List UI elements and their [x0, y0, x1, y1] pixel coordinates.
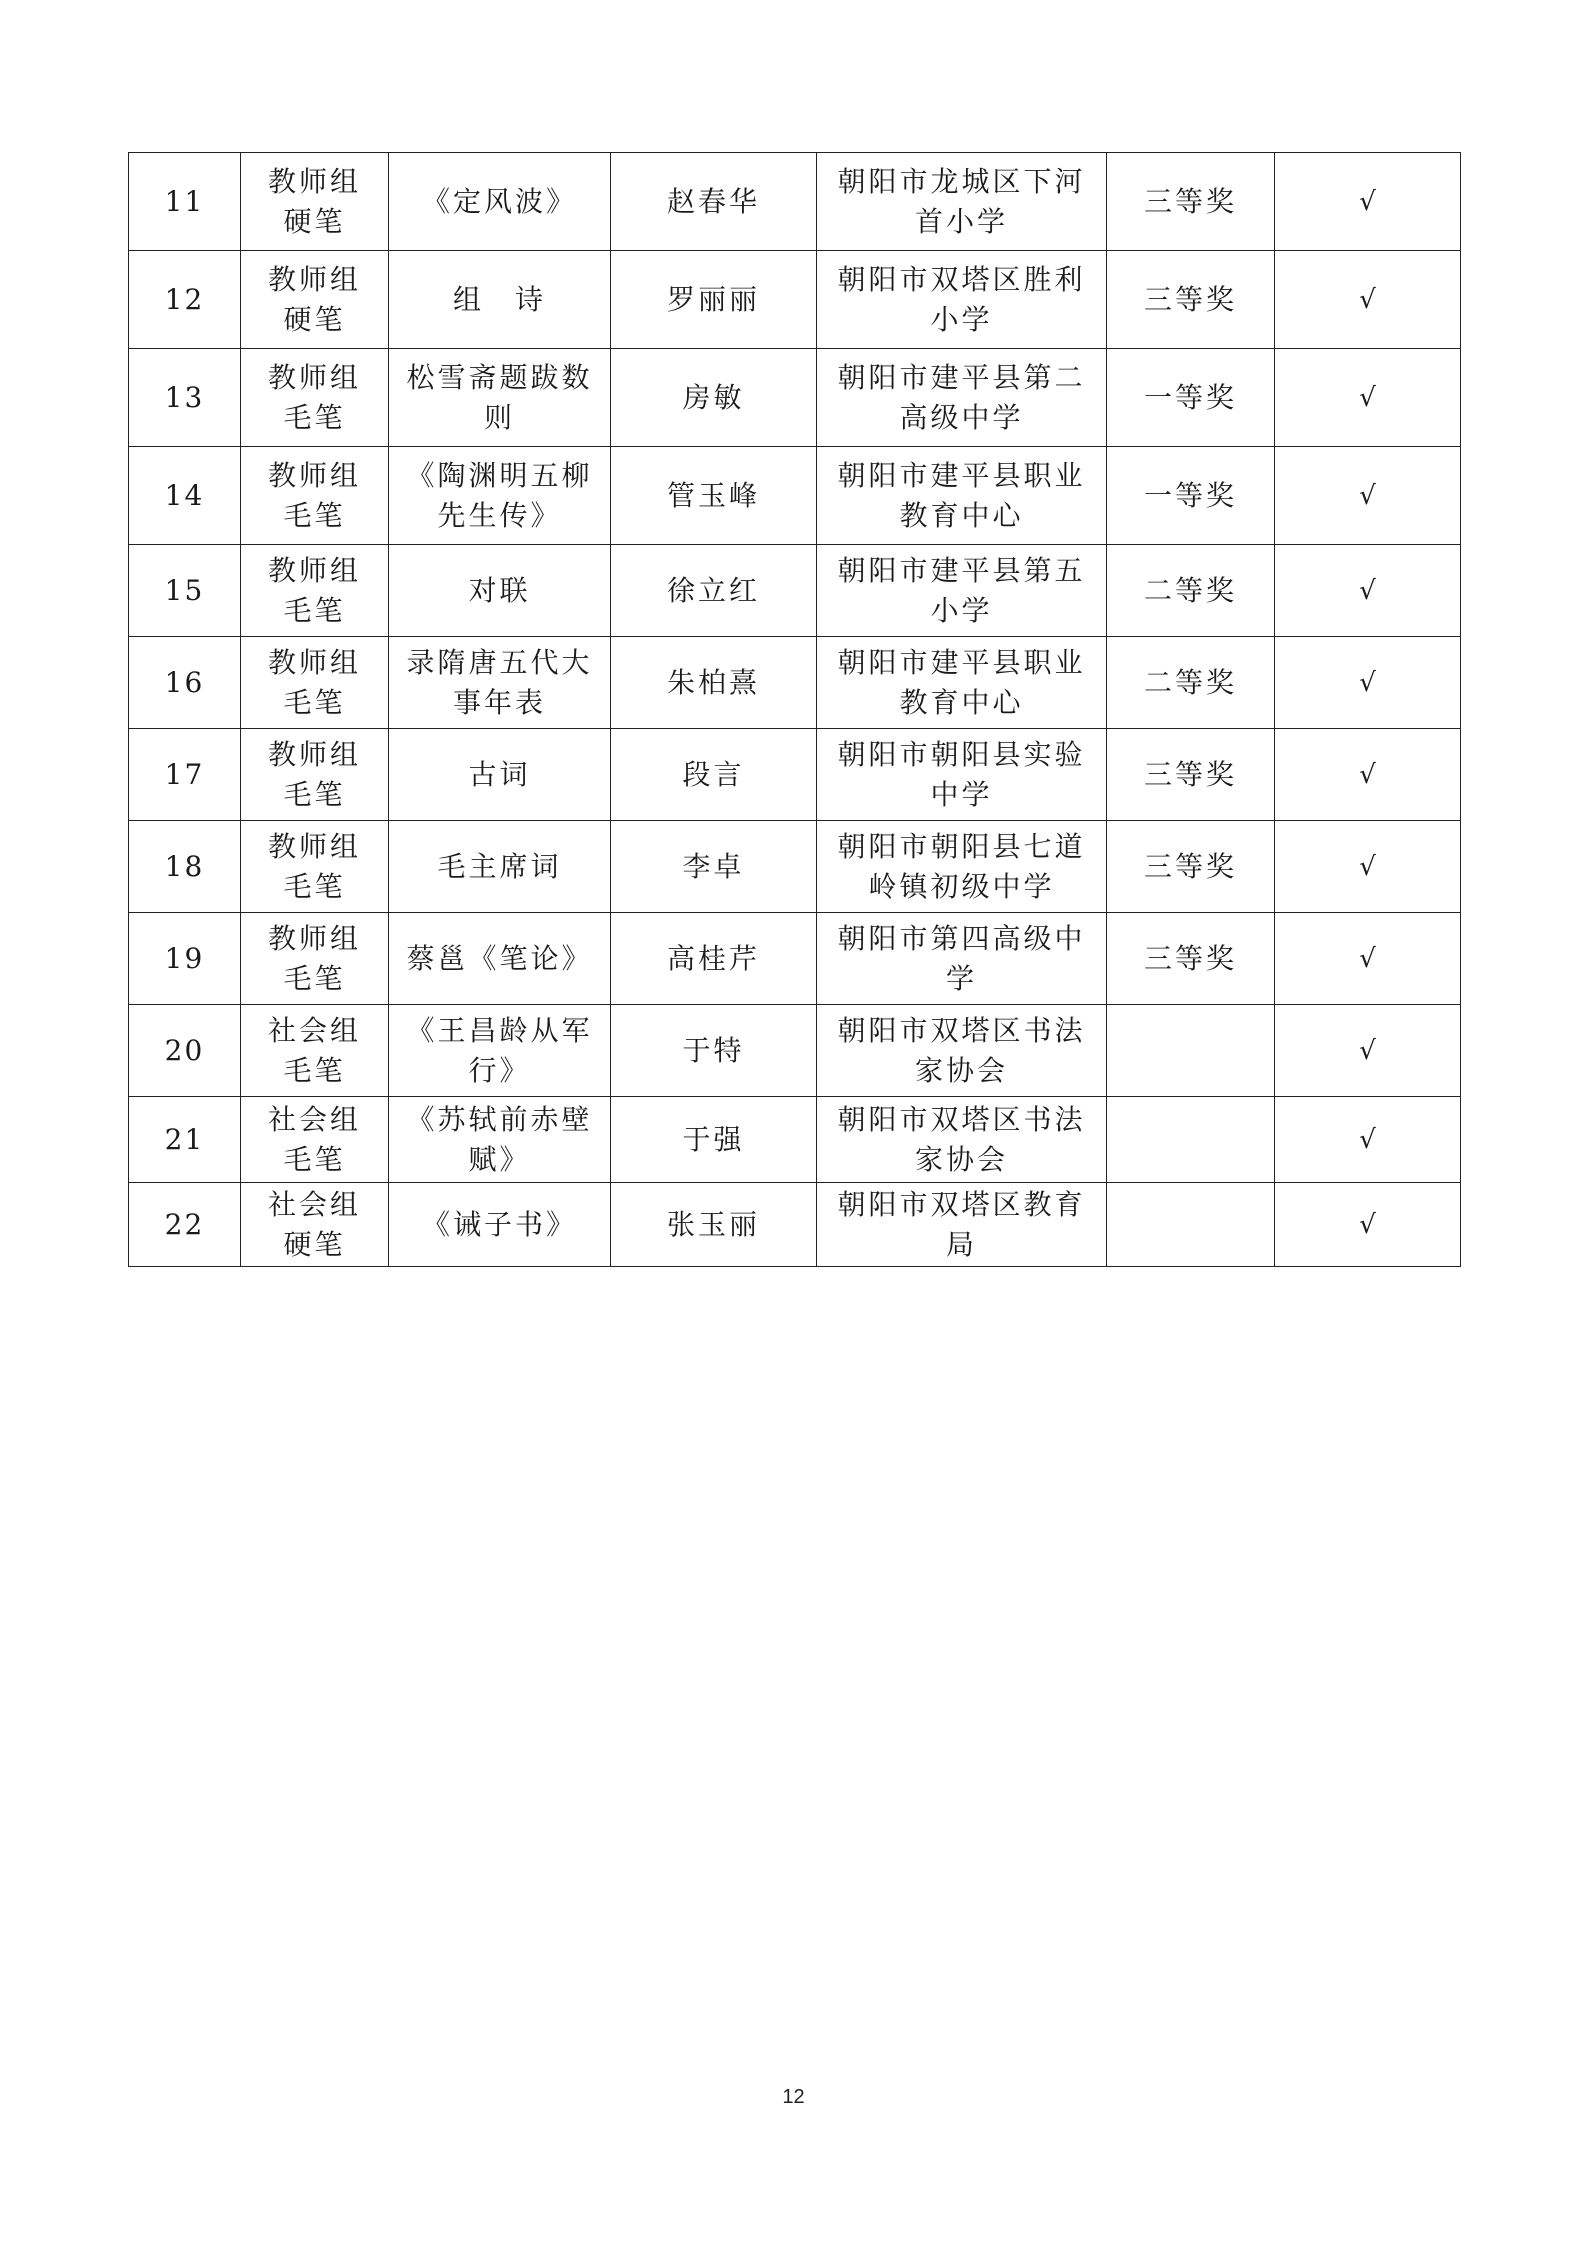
cell-name: 李卓	[611, 821, 817, 913]
cell-number: 21	[129, 1097, 241, 1183]
cell-unit-line: 小学	[930, 302, 993, 336]
cell-check: √	[1275, 821, 1461, 913]
cell-number: 22	[129, 1183, 241, 1267]
cell-work-line: 赋》	[468, 1142, 531, 1176]
table-body	[129, 153, 1461, 1267]
cell-unit-line: 朝阳市朝阳县七道	[837, 829, 1086, 863]
cell-name: 张玉丽	[611, 1183, 817, 1267]
cell-group-line: 教师组	[267, 164, 361, 198]
cell-unit-line: 学	[945, 961, 977, 995]
cell-award: 一等奖	[1107, 349, 1275, 447]
cell-unit-line: 岭镇初级中学	[868, 869, 1055, 903]
cell-name: 朱柏熹	[611, 637, 817, 729]
cell-unit-line: 朝阳市第四高级中	[837, 921, 1086, 955]
cell-unit-line: 朝阳市双塔区教育	[837, 1187, 1086, 1221]
cell-unit	[817, 447, 1107, 545]
cell-number: 14	[129, 447, 241, 545]
cell-work-line: 毛主席词	[437, 849, 562, 883]
cell-unit-line: 教育中心	[899, 685, 1024, 719]
cell-work-line: 古词	[468, 757, 531, 791]
cell-number: 13	[129, 349, 241, 447]
cell-work	[389, 545, 611, 637]
cell-work	[389, 349, 611, 447]
cell-group	[241, 1097, 389, 1183]
cell-name: 段言	[611, 729, 817, 821]
cell-work-line: 《诫子书》	[421, 1207, 577, 1241]
cell-work-line: 《定风波》	[421, 184, 577, 218]
cell-award: 三等奖	[1107, 913, 1275, 1005]
cell-unit	[817, 1005, 1107, 1097]
cell-group-line: 教师组	[267, 645, 361, 679]
cell-name: 罗丽丽	[611, 251, 817, 349]
table-row	[129, 1097, 1461, 1183]
cell-unit-line: 朝阳市双塔区胜利	[837, 262, 1086, 296]
cell-group	[241, 349, 389, 447]
table-row	[129, 1183, 1461, 1267]
cell-unit	[817, 153, 1107, 251]
cell-unit-line: 家协会	[914, 1053, 1008, 1087]
cell-unit	[817, 637, 1107, 729]
cell-group-line: 社会组	[267, 1013, 361, 1047]
cell-group-line: 教师组	[267, 360, 361, 394]
cell-work-line: 《苏轼前赤壁	[406, 1102, 593, 1136]
cell-group-line: 教师组	[267, 921, 361, 955]
cell-group	[241, 251, 389, 349]
cell-award: 一等奖	[1107, 447, 1275, 545]
cell-group-line: 毛笔	[283, 1053, 346, 1087]
cell-name: 于特	[611, 1005, 817, 1097]
cell-work-line: 蔡邕《笔论》	[406, 941, 593, 975]
table-row	[129, 729, 1461, 821]
table-row	[129, 545, 1461, 637]
cell-name: 于强	[611, 1097, 817, 1183]
cell-work-line: 行》	[468, 1053, 531, 1087]
cell-check: √	[1275, 545, 1461, 637]
cell-work	[389, 637, 611, 729]
cell-award: 三等奖	[1107, 251, 1275, 349]
cell-group-line: 毛笔	[283, 1142, 346, 1176]
cell-work-line: 对联	[468, 573, 531, 607]
cell-unit-line: 朝阳市龙城区下河	[837, 164, 1086, 198]
cell-work-line: 录隋唐五代大	[406, 645, 593, 679]
cell-work	[389, 1005, 611, 1097]
cell-work-line: 组 诗	[452, 282, 546, 316]
cell-unit	[817, 821, 1107, 913]
cell-work	[389, 153, 611, 251]
cell-unit-line: 局	[945, 1227, 977, 1261]
cell-check: √	[1275, 349, 1461, 447]
cell-unit-line: 朝阳市建平县第二	[837, 360, 1086, 394]
table-row	[129, 821, 1461, 913]
cell-group-line: 毛笔	[283, 961, 346, 995]
cell-group	[241, 447, 389, 545]
cell-check: √	[1275, 637, 1461, 729]
cell-work-line: 松雪斋题跋数	[406, 360, 593, 394]
cell-number: 19	[129, 913, 241, 1005]
cell-work	[389, 1183, 611, 1267]
cell-group	[241, 1005, 389, 1097]
cell-award: 二等奖	[1107, 637, 1275, 729]
cell-unit-line: 家协会	[914, 1142, 1008, 1176]
cell-group	[241, 729, 389, 821]
cell-unit-line: 朝阳市建平县职业	[837, 645, 1086, 679]
cell-award	[1107, 1183, 1275, 1267]
cell-unit-line: 首小学	[914, 204, 1008, 238]
table-row	[129, 1005, 1461, 1097]
cell-unit-line: 朝阳市朝阳县实验	[837, 737, 1086, 771]
cell-group-line: 毛笔	[283, 685, 346, 719]
cell-group	[241, 913, 389, 1005]
cell-work	[389, 821, 611, 913]
table-row	[129, 447, 1461, 545]
cell-name: 赵春华	[611, 153, 817, 251]
cell-group-line: 教师组	[267, 737, 361, 771]
cell-name: 管玉峰	[611, 447, 817, 545]
cell-work	[389, 1097, 611, 1183]
cell-unit-line: 中学	[930, 777, 993, 811]
cell-work	[389, 729, 611, 821]
cell-work-line: 《王昌龄从军	[406, 1013, 593, 1047]
cell-work	[389, 251, 611, 349]
cell-number: 11	[129, 153, 241, 251]
cell-group-line: 硬笔	[283, 1227, 346, 1261]
cell-group-line: 教师组	[267, 458, 361, 492]
cell-work-line: 则	[483, 400, 515, 434]
cell-group-line: 毛笔	[283, 777, 346, 811]
table-row	[129, 637, 1461, 729]
cell-number: 12	[129, 251, 241, 349]
cell-group-line: 毛笔	[283, 593, 346, 627]
cell-number: 16	[129, 637, 241, 729]
cell-check: √	[1275, 913, 1461, 1005]
table-row	[129, 153, 1461, 251]
cell-unit	[817, 349, 1107, 447]
cell-unit-line: 小学	[930, 593, 993, 627]
table-row	[129, 913, 1461, 1005]
cell-award	[1107, 1005, 1275, 1097]
cell-group-line: 社会组	[267, 1102, 361, 1136]
cell-unit	[817, 251, 1107, 349]
cell-check: √	[1275, 1005, 1461, 1097]
cell-check: √	[1275, 447, 1461, 545]
cell-check: √	[1275, 1183, 1461, 1267]
cell-group-line: 毛笔	[283, 498, 346, 532]
cell-number: 15	[129, 545, 241, 637]
cell-unit-line: 朝阳市建平县第五	[837, 553, 1086, 587]
cell-unit-line: 教育中心	[899, 498, 1024, 532]
cell-group-line: 毛笔	[283, 400, 346, 434]
cell-unit	[817, 545, 1107, 637]
cell-unit	[817, 1183, 1107, 1267]
cell-number: 20	[129, 1005, 241, 1097]
cell-award	[1107, 1097, 1275, 1183]
cell-group	[241, 637, 389, 729]
cell-work	[389, 913, 611, 1005]
cell-name: 高桂芹	[611, 913, 817, 1005]
table-row	[129, 251, 1461, 349]
cell-check: √	[1275, 251, 1461, 349]
cell-award: 二等奖	[1107, 545, 1275, 637]
cell-unit	[817, 913, 1107, 1005]
cell-work-line: 《陶渊明五柳	[406, 458, 593, 492]
cell-unit-line: 朝阳市双塔区书法	[837, 1102, 1086, 1136]
cell-group	[241, 545, 389, 637]
cell-check: √	[1275, 1097, 1461, 1183]
cell-award: 三等奖	[1107, 729, 1275, 821]
cell-unit	[817, 729, 1107, 821]
cell-group	[241, 821, 389, 913]
cell-work-line: 事年表	[452, 685, 546, 719]
cell-award: 三等奖	[1107, 821, 1275, 913]
page-number: 12	[782, 2086, 805, 2108]
cell-name: 房敏	[611, 349, 817, 447]
cell-group-line: 教师组	[267, 553, 361, 587]
cell-name: 徐立红	[611, 545, 817, 637]
table-row	[129, 349, 1461, 447]
cell-unit-line: 朝阳市建平县职业	[837, 458, 1086, 492]
cell-unit-line: 高级中学	[899, 400, 1024, 434]
cell-award: 三等奖	[1107, 153, 1275, 251]
cell-group	[241, 153, 389, 251]
cell-unit	[817, 1097, 1107, 1183]
cell-number: 18	[129, 821, 241, 913]
cell-check: √	[1275, 153, 1461, 251]
cell-work	[389, 447, 611, 545]
cell-unit-line: 朝阳市双塔区书法	[837, 1013, 1086, 1047]
cell-work-line: 先生传》	[437, 498, 562, 532]
awards-table	[128, 152, 1461, 1267]
cell-group-line: 教师组	[267, 262, 361, 296]
cell-number: 17	[129, 729, 241, 821]
cell-group-line: 硬笔	[283, 302, 346, 336]
cell-check: √	[1275, 729, 1461, 821]
cell-group-line: 社会组	[267, 1187, 361, 1221]
cell-group-line: 教师组	[267, 829, 361, 863]
cell-group	[241, 1183, 389, 1267]
cell-group-line: 硬笔	[283, 204, 346, 238]
cell-group-line: 毛笔	[283, 869, 346, 903]
